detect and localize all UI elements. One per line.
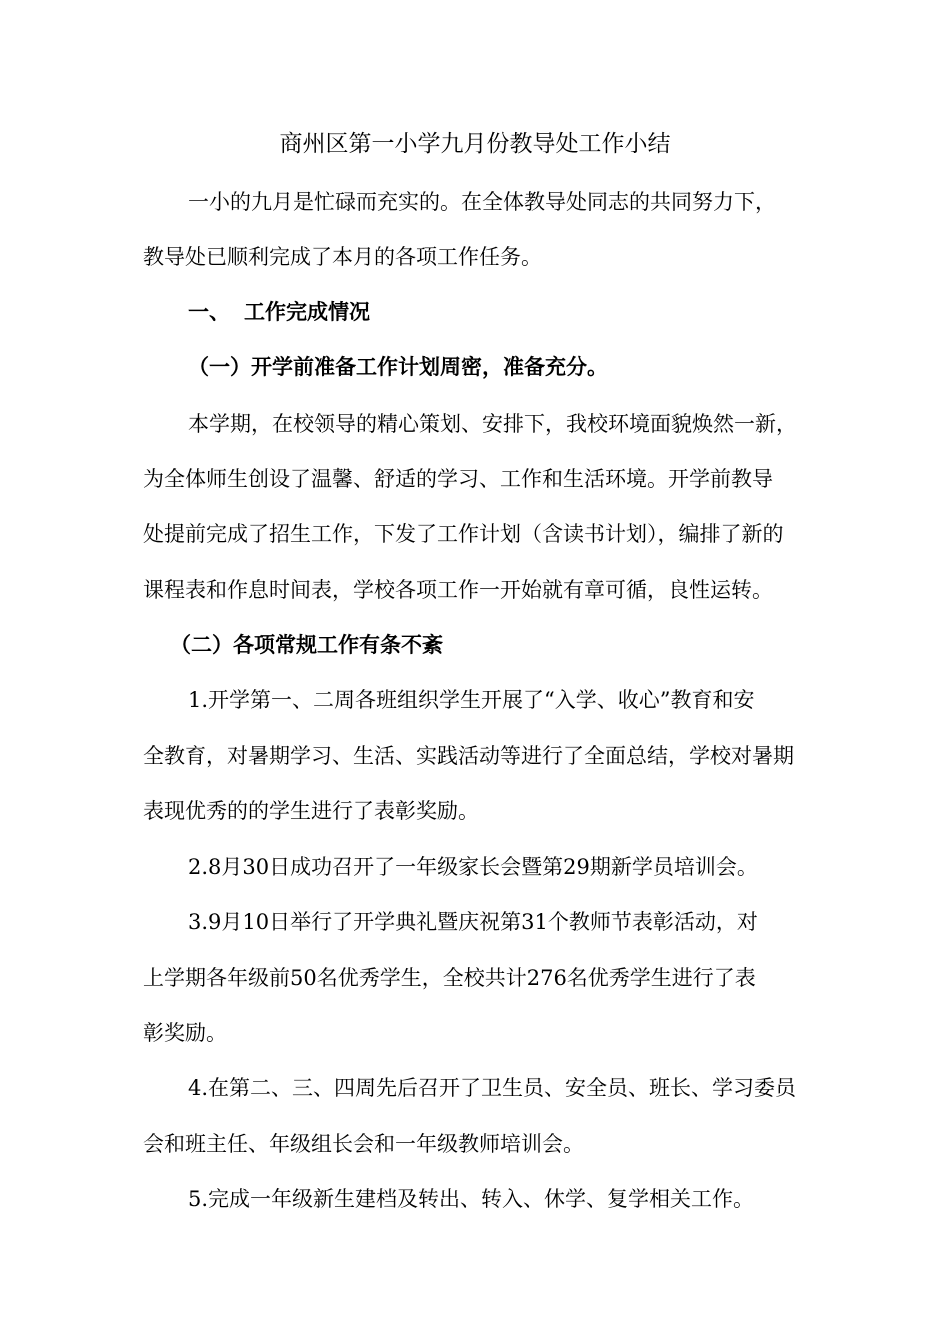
- list-item-line: 2.8月30日成功召开了一年级家长会暨第29期新学员培训会。: [188, 855, 758, 879]
- intro-line-1: 一小的九月是忙碌而充实的。在全体教导处同志的共同努力下，: [188, 190, 776, 214]
- list-item-line: 会和班主任、年级组长会和一年级教师培训会。: [143, 1132, 584, 1156]
- subsection-heading-2: （二）各项常规工作有条不紊: [170, 632, 443, 657]
- paragraph-line: 处提前完成了招生工作，下发了工作计划（含读书计划），编排了新的: [143, 522, 784, 546]
- paragraph-line: 为全体师生创设了温馨、舒适的学习、工作和生活环境。开学前教导: [143, 467, 773, 491]
- paragraph-line: 课程表和作息时间表，学校各项工作一开始就有章可循，良性运转。: [143, 578, 773, 602]
- intro-line-2: 教导处已顺利完成了本月的各项工作任务。: [143, 245, 542, 269]
- list-item-line: 彰奖励。: [143, 1021, 227, 1045]
- list-item-line: 3.9月10日举行了开学典礼暨庆祝第31个教师节表彰活动，对: [188, 910, 758, 934]
- list-item-line: 1.开学第一、二周各班组织学生开展了“入学、收心”教育和安: [188, 688, 755, 712]
- list-item-line: 4.在第二、三、四周先后召开了卫生员、安全员、班长、学习委员: [188, 1076, 797, 1100]
- paragraph-line: 本学期，在校领导的精心策划、安排下，我校环境面貌焕然一新，: [188, 412, 797, 436]
- section-heading-text: 工作完成情况: [244, 299, 370, 324]
- subsection-heading-1: （一）开学前准备工作计划周密，准备充分。: [188, 354, 608, 379]
- list-item-line: 全教育，对暑期学习、生活、实践活动等进行了全面总结，学校对暑期: [143, 744, 794, 768]
- section-number: 一、: [188, 299, 230, 324]
- list-item-line: 上学期各年级前50名优秀学生，全校共计276名优秀学生进行了表: [143, 966, 756, 990]
- list-item-line: 5.完成一年级新生建档及转出、转入、休学、复学相关工作。: [188, 1187, 755, 1211]
- section-heading-1: [188, 297, 370, 327]
- document-title: 商州区第一小学九月份教导处工作小结: [279, 131, 671, 157]
- list-item-line: 表现优秀的的学生进行了表彰奖励。: [143, 799, 479, 823]
